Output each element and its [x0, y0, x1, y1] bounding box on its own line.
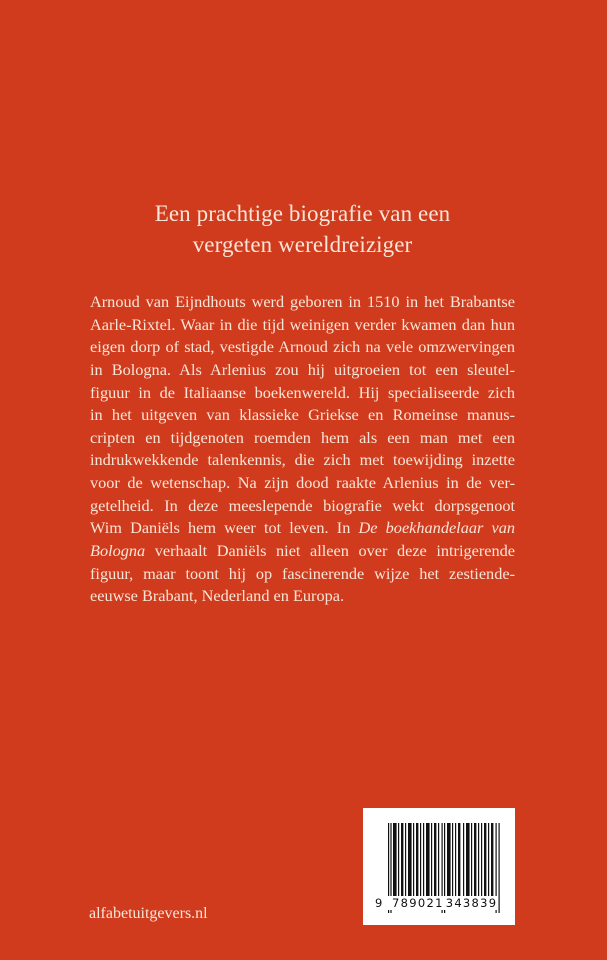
blurb-line: cripten en tijdgenoten roemden hem als een man met een	[90, 427, 515, 447]
blurb-paragraph	[90, 291, 515, 608]
blurb-line	[90, 540, 515, 563]
blurb-line: Aarle-Rixtel. Waar in die tijd weinigen verder kwamen dan hun	[90, 314, 515, 334]
isbn-right-group: 343839	[445, 896, 498, 910]
blurb-line: voor de wetenschap. Na zijn dood raakte Arlenius in de ver-	[90, 473, 515, 493]
blurb-text: Wim Daniëls hem weer tot leven. In	[90, 518, 359, 538]
isbn-barcode	[363, 808, 515, 925]
blurb-line: Arnoud van Eijndhouts werd geboren in 1510 in het Brabantse	[90, 292, 515, 311]
blurb-line: eeuwse Brabant, Nederland en Europa.	[90, 586, 345, 606]
blurb-line	[90, 517, 515, 540]
headline	[90, 198, 515, 260]
book-title-italic: Bologna	[90, 541, 146, 561]
blurb-line: in Bologna. Als Arlenius zou hij uitgroeien tot een sleutel-	[90, 359, 515, 379]
book-title-italic: De boekhandelaar van	[358, 518, 515, 538]
blurb-line: figuur, maar toont hij op fascinerende wijze het zestiende-	[90, 563, 515, 583]
publisher-website: alfabetuitgevers.nl	[89, 905, 208, 922]
isbn-left-group: 789021	[392, 896, 444, 910]
blurb-line: in het uitgeven van klassieke Griekse en Romeinse manus-	[90, 405, 515, 425]
headline-line-1: Een prachtige biografie van een	[154, 201, 451, 226]
isbn-first-digit: 9	[375, 896, 391, 910]
blurb-line: figuur in de Italiaanse boekenwereld. Hij specialiseerde zich	[90, 382, 515, 402]
blurb-line: eigen dorp of stad, vestigde Arnoud zich na vele omzwervingen	[90, 337, 515, 357]
isbn-number	[375, 896, 509, 912]
blurb-line: indrukwekkende talenkennis, die zich met toewijding inzette	[90, 450, 515, 470]
blurb-line: getelheid. In deze meeslepende biografie wekt dorpsgenoot	[90, 495, 515, 515]
headline-line-2: vergeten wereldreiziger	[192, 232, 413, 257]
blurb-text: verhaalt Daniëls niet alleen over deze intrigerende	[145, 541, 515, 561]
